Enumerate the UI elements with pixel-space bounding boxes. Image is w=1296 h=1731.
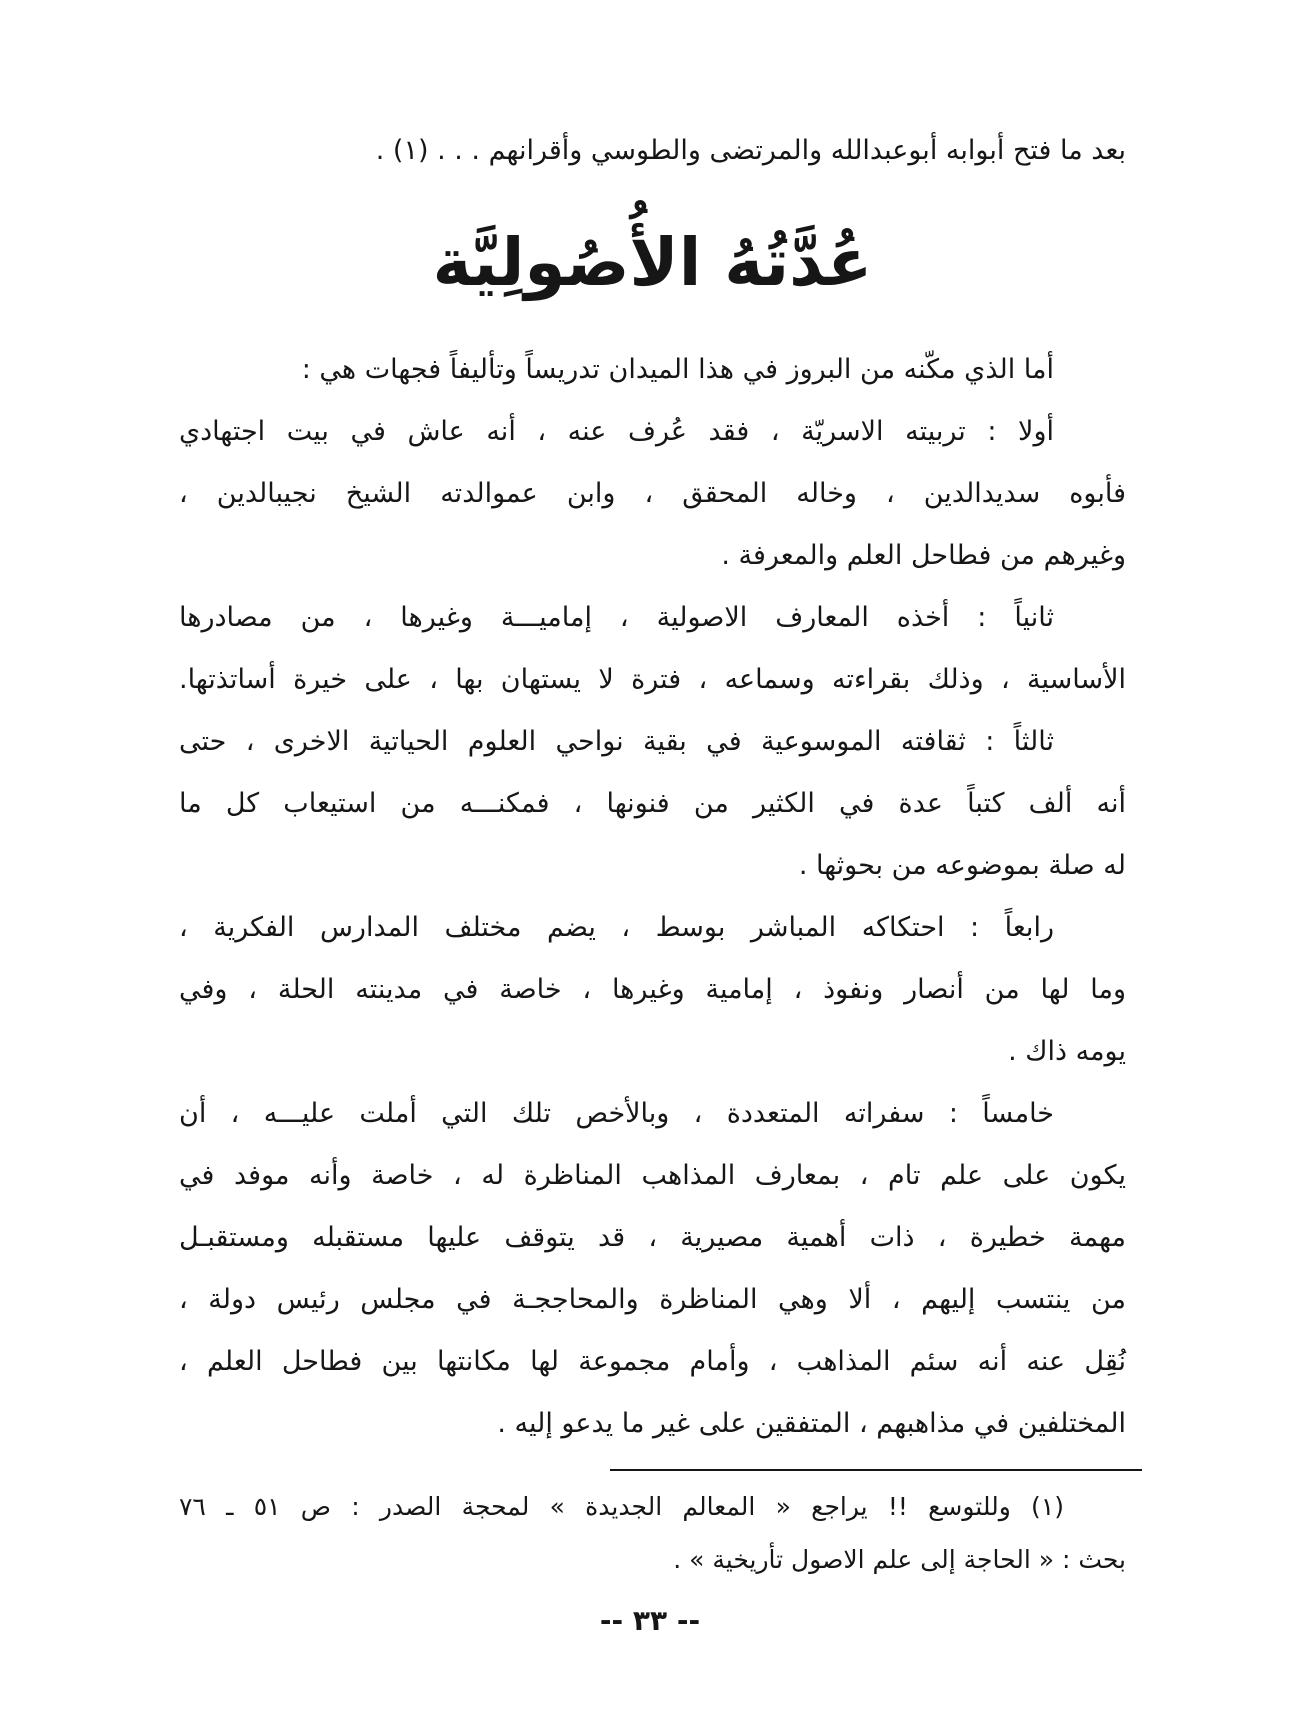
text-line: من ينتسب إليهم ، ألا وهي المناظرة والمحاججـة في مجلس رئيس دولة ، xyxy=(179,1284,1126,1315)
text-line: رابعاً : احتكاكه المباشر بوسط ، يضم مختلف المدارس الفكرية ، xyxy=(179,912,1054,943)
text-line: ثانياً : أخذه المعارف الاصولية ، إماميـــة وغيرها ، من مصادرها xyxy=(179,602,1054,633)
continuation-line: بعد ما فتح أبوابه أبوعبدالله والمرتضى والطوسي وأقرانهم . . . (١) . xyxy=(375,135,1126,166)
paragraph-intro xyxy=(179,339,1126,401)
text-line: أولا : تربيته الاسريّة ، فقد عُرف عنه ، أنه عاش في بيت اجتهادي xyxy=(179,416,1054,447)
text-line: الأساسية ، وذلك بقراءته وسماعه ، فترة لا يستهان بها ، على خيرة أساتذتها. xyxy=(179,664,1126,695)
paragraph-fourth xyxy=(179,897,1126,1083)
footnote-line: بحث : « الحاجة إلى علم الاصول تأريخية » . xyxy=(673,1545,1126,1574)
text-line: مهمة خطيرة ، ذات أهمية مصيرية ، قد يتوقف عليها مستقبله ومستقبـل xyxy=(179,1222,1126,1253)
body-text xyxy=(179,339,1126,1455)
footnote xyxy=(179,1480,1126,1586)
text-line: أما الذي مكّنه من البروز في هذا الميدان تدريساً وتأليفاً فجهات هي : xyxy=(301,354,1054,385)
section-heading: عُدَّتُهُ الأُصُولِيَّة xyxy=(432,224,873,301)
text-line: ثالثاً : ثقافته الموسوعية في بقية نواحي العلوم الحياتية الاخرى ، حتى xyxy=(179,726,1054,757)
paragraph-second xyxy=(179,587,1126,711)
text-line: له صلة بموضوعه من بحوثها . xyxy=(798,850,1126,881)
text-line: أنه ألف كتباً عدة في الكثير من فنونها ، فمكنـــه من استيعاب كل ما xyxy=(179,788,1126,819)
paragraph-fifth xyxy=(179,1083,1126,1455)
text-line: يكون على علم تام ، بمعارف المذاهب المناظرة له ، خاصة وأنه موفد في xyxy=(179,1160,1126,1191)
text-line: يومه ذاك . xyxy=(1008,1036,1126,1067)
text-line: المختلفين في مذاهبهم ، المتفقين على غير ما يدعو إليه . xyxy=(497,1408,1126,1439)
paragraph-first xyxy=(179,401,1126,587)
text-line: خامساً : سفراته المتعددة ، وبالأخص تلك التي أملت عليـــه ، أن xyxy=(179,1098,1054,1129)
footnote-line: (١) وللتوسع !! يراجع « المعالم الجديدة » لمحجة الصدر : ص ٥١ ـ ٧٦ xyxy=(179,1492,1065,1521)
paragraph-third xyxy=(179,711,1126,897)
text-line: نُقِل عنه أنه سئم المذاهب ، وأمام مجموعة لها مكانتها بين فطاحل العلم ، xyxy=(179,1346,1126,1377)
text-line: فأبوه سديدالدين ، وخاله المحقق ، وابن عموالدته الشيخ نجيبالدين ، xyxy=(179,478,1126,509)
continuation-paragraph xyxy=(179,120,1126,182)
footnote-separator xyxy=(610,1469,1142,1471)
text-line: وما لها من أنصار ونفوذ ، إمامية وغيرها ، خاصة في مدينته الحلة ، وفي xyxy=(179,974,1126,1005)
page-number: -- ٣٣ -- xyxy=(599,1604,701,1637)
text-line: وغيرهم من فطاحل العلم والمعرفة . xyxy=(721,540,1126,571)
